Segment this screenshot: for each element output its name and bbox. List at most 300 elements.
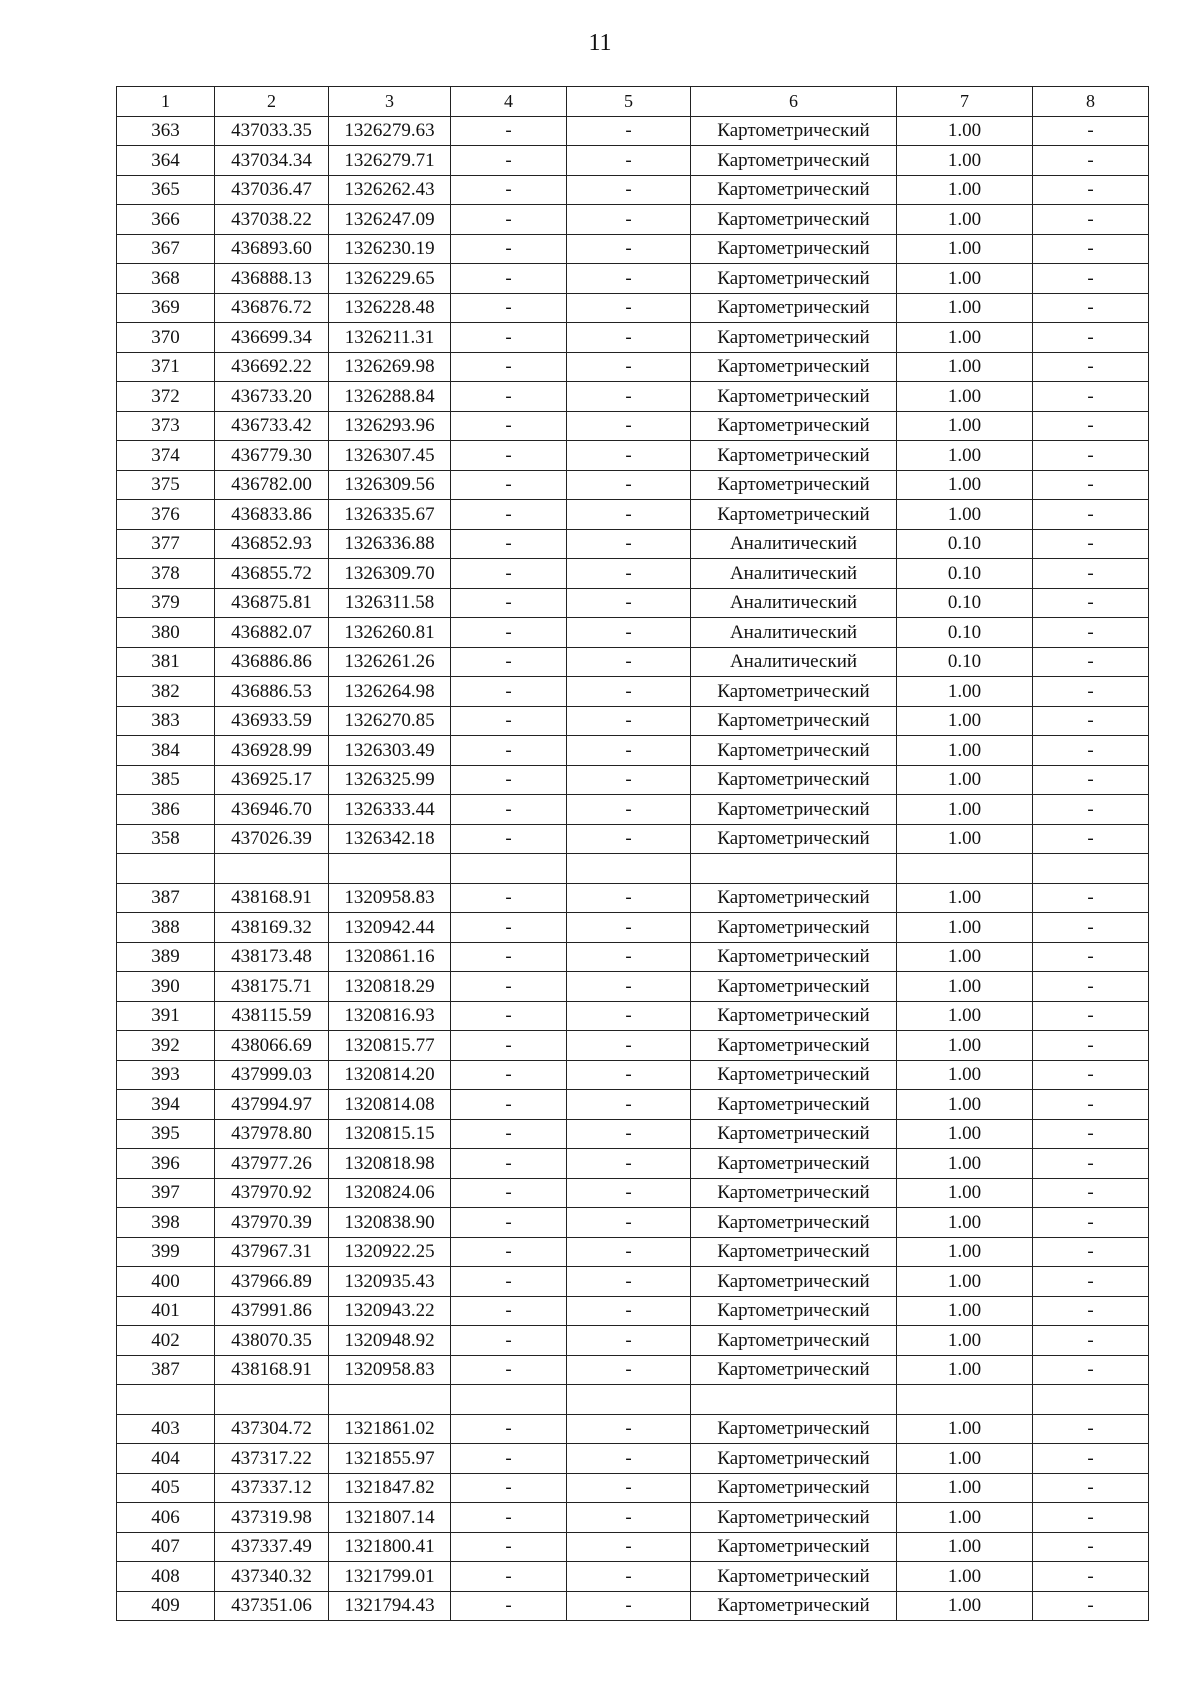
col4-cell: - [451,293,567,323]
y-coordinate-cell: 1320814.08 [329,1090,451,1120]
method-cell: Картометрический [691,1562,897,1592]
col5-cell: - [567,441,691,471]
accuracy-cell: 1.00 [897,1503,1033,1533]
method-cell: Аналитический [691,618,897,648]
point-number-cell: 405 [117,1473,215,1503]
method-cell: Картометрический [691,293,897,323]
col5-cell: - [567,736,691,766]
accuracy-cell: 1.00 [897,942,1033,972]
table-row [117,1237,1149,1267]
y-coordinate-cell: 1326270.85 [329,706,451,736]
column-header: 2 [215,87,329,117]
x-coordinate-cell: 436699.34 [215,323,329,353]
x-coordinate-cell: 437991.86 [215,1296,329,1326]
col8-cell: - [1033,972,1149,1002]
x-coordinate-cell: 436925.17 [215,765,329,795]
col8-cell: - [1033,293,1149,323]
accuracy-cell: 1.00 [897,824,1033,854]
point-number-cell: 367 [117,234,215,264]
x-coordinate-cell: 437038.22 [215,205,329,235]
table-row [117,529,1149,559]
method-cell: Картометрический [691,972,897,1002]
accuracy-cell: 1.00 [897,1178,1033,1208]
point-number-cell: 365 [117,175,215,205]
x-coordinate-cell: 438115.59 [215,1001,329,1031]
method-cell: Картометрический [691,1149,897,1179]
method-cell: Картометрический [691,1119,897,1149]
col8-cell: - [1033,824,1149,854]
point-number-cell: 366 [117,205,215,235]
col8-cell: - [1033,942,1149,972]
col8-cell: - [1033,1326,1149,1356]
x-coordinate-cell: 436933.59 [215,706,329,736]
col4-cell: - [451,264,567,294]
method-cell: Картометрический [691,116,897,146]
col4-cell [451,1385,567,1415]
col8-cell: - [1033,470,1149,500]
point-number-cell: 387 [117,883,215,913]
point-number-cell: 401 [117,1296,215,1326]
point-number-cell: 371 [117,352,215,382]
accuracy-cell: 1.00 [897,765,1033,795]
table-row [117,264,1149,294]
col8-cell: - [1033,588,1149,618]
col4-cell: - [451,736,567,766]
col4-cell: - [451,1326,567,1356]
method-cell: Картометрический [691,1060,897,1090]
table-row [117,1208,1149,1238]
point-number-cell: 387 [117,1355,215,1385]
accuracy-cell: 1.00 [897,972,1033,1002]
table-row [117,1149,1149,1179]
col8-cell: - [1033,175,1149,205]
accuracy-cell: 1.00 [897,1149,1033,1179]
x-coordinate-cell: 436782.00 [215,470,329,500]
col4-cell: - [451,1060,567,1090]
col5-cell: - [567,1296,691,1326]
x-coordinate-cell: 436875.81 [215,588,329,618]
method-cell: Картометрический [691,205,897,235]
x-coordinate-cell: 436893.60 [215,234,329,264]
table-row [117,972,1149,1002]
point-number-cell: 404 [117,1444,215,1474]
y-coordinate-cell: 1326228.48 [329,293,451,323]
page-number: 11 [588,30,612,56]
point-number-cell: 395 [117,1119,215,1149]
x-coordinate-cell: 437317.22 [215,1444,329,1474]
x-coordinate-cell: 438168.91 [215,1355,329,1385]
x-coordinate-cell: 436876.72 [215,293,329,323]
x-coordinate-cell: 437026.39 [215,824,329,854]
y-coordinate-cell: 1320943.22 [329,1296,451,1326]
y-coordinate-cell [329,1385,451,1415]
accuracy-cell: 1.00 [897,234,1033,264]
accuracy-cell: 1.00 [897,883,1033,913]
table-row [117,1414,1149,1444]
accuracy-cell: 1.00 [897,205,1033,235]
accuracy-cell: 1.00 [897,323,1033,353]
col4-cell: - [451,1090,567,1120]
col8-cell: - [1033,706,1149,736]
col5-cell: - [567,146,691,176]
point-number-cell: 363 [117,116,215,146]
y-coordinate-cell [329,854,451,884]
table-row [117,323,1149,353]
accuracy-cell: 0.10 [897,529,1033,559]
x-coordinate-cell: 437977.26 [215,1149,329,1179]
accuracy-cell: 0.10 [897,559,1033,589]
accuracy-cell: 1.00 [897,706,1033,736]
y-coordinate-cell: 1320815.77 [329,1031,451,1061]
col4-cell: - [451,883,567,913]
table-row [117,1001,1149,1031]
y-coordinate-cell: 1320958.83 [329,1355,451,1385]
x-coordinate-cell: 436928.99 [215,736,329,766]
x-coordinate-cell: 436733.20 [215,382,329,412]
accuracy-cell: 0.10 [897,588,1033,618]
col4-cell: - [451,470,567,500]
table-row [117,205,1149,235]
y-coordinate-cell: 1321807.14 [329,1503,451,1533]
x-coordinate-cell: 437966.89 [215,1267,329,1297]
col4-cell: - [451,1237,567,1267]
col8-cell: - [1033,1355,1149,1385]
method-cell: Картометрический [691,1267,897,1297]
col5-cell: - [567,1001,691,1031]
table-row [117,1562,1149,1592]
col4-cell: - [451,677,567,707]
col4-cell: - [451,529,567,559]
accuracy-cell: 1.00 [897,1355,1033,1385]
column-header: 5 [567,87,691,117]
col8-cell: - [1033,323,1149,353]
col5-cell: - [567,1414,691,1444]
col8-cell: - [1033,1208,1149,1238]
col4-cell: - [451,500,567,530]
x-coordinate-cell: 438175.71 [215,972,329,1002]
col5-cell: - [567,1473,691,1503]
table-row [117,942,1149,972]
method-cell: Картометрический [691,470,897,500]
accuracy-cell: 1.00 [897,677,1033,707]
col8-cell: - [1033,1090,1149,1120]
method-cell: Картометрический [691,677,897,707]
x-coordinate-cell: 437340.32 [215,1562,329,1592]
point-number-cell: 400 [117,1267,215,1297]
table-row [117,146,1149,176]
point-number-cell: 369 [117,293,215,323]
point-number-cell: 394 [117,1090,215,1120]
col5-cell: - [567,972,691,1002]
col4-cell: - [451,913,567,943]
y-coordinate-cell: 1320958.83 [329,883,451,913]
point-number-cell: 397 [117,1178,215,1208]
method-cell: Картометрический [691,1473,897,1503]
x-coordinate-cell: 437994.97 [215,1090,329,1120]
col4-cell: - [451,972,567,1002]
method-cell: Картометрический [691,1208,897,1238]
column-header: 3 [329,87,451,117]
col8-cell: - [1033,647,1149,677]
y-coordinate-cell: 1326309.70 [329,559,451,589]
col8-cell: - [1033,1444,1149,1474]
col4-cell: - [451,1208,567,1238]
point-number-cell: 388 [117,913,215,943]
col8-cell [1033,1385,1149,1415]
accuracy-cell: 1.00 [897,1326,1033,1356]
col5-cell: - [567,352,691,382]
method-cell: Картометрический [691,500,897,530]
method-cell: Картометрический [691,913,897,943]
point-number-cell: 409 [117,1591,215,1621]
col5-cell: - [567,1355,691,1385]
col4-cell: - [451,175,567,205]
col8-cell: - [1033,1149,1149,1179]
method-cell: Картометрический [691,1031,897,1061]
accuracy-cell: 1.00 [897,382,1033,412]
x-coordinate-cell: 437999.03 [215,1060,329,1090]
col5-cell: - [567,1591,691,1621]
x-coordinate-cell: 438173.48 [215,942,329,972]
col5-cell: - [567,647,691,677]
col5-cell: - [567,234,691,264]
accuracy-cell: 1.00 [897,1267,1033,1297]
x-coordinate-cell [215,854,329,884]
x-coordinate-cell: 437337.49 [215,1532,329,1562]
col4-cell: - [451,765,567,795]
col4-cell: - [451,441,567,471]
x-coordinate-cell: 437033.35 [215,116,329,146]
x-coordinate-cell: 437970.39 [215,1208,329,1238]
col8-cell: - [1033,205,1149,235]
y-coordinate-cell: 1321847.82 [329,1473,451,1503]
point-number-cell: 381 [117,647,215,677]
accuracy-cell: 1.00 [897,1296,1033,1326]
table-row [117,1473,1149,1503]
col4-cell: - [451,116,567,146]
y-coordinate-cell: 1326211.31 [329,323,451,353]
point-number-cell: 364 [117,146,215,176]
col8-cell: - [1033,146,1149,176]
col8-cell: - [1033,559,1149,589]
column-header: 8 [1033,87,1149,117]
col5-cell: - [567,588,691,618]
col8-cell: - [1033,1591,1149,1621]
col5-cell: - [567,411,691,441]
table-row [117,1532,1149,1562]
table-row [117,647,1149,677]
y-coordinate-cell: 1320861.16 [329,942,451,972]
x-coordinate-cell [215,1385,329,1415]
point-number-cell: 384 [117,736,215,766]
x-coordinate-cell: 437304.72 [215,1414,329,1444]
method-cell: Картометрический [691,942,897,972]
coordinates-table [116,86,1149,1621]
col8-cell: - [1033,352,1149,382]
y-coordinate-cell: 1320922.25 [329,1237,451,1267]
table-row [117,500,1149,530]
method-cell: Аналитический [691,529,897,559]
x-coordinate-cell: 438168.91 [215,883,329,913]
col4-cell: - [451,588,567,618]
table-row [117,382,1149,412]
table-row [117,1503,1149,1533]
y-coordinate-cell: 1321861.02 [329,1414,451,1444]
table-row [117,293,1149,323]
accuracy-cell: 1.00 [897,293,1033,323]
col4-cell: - [451,795,567,825]
col4-cell: - [451,1503,567,1533]
y-coordinate-cell: 1326279.71 [329,146,451,176]
method-cell: Картометрический [691,1532,897,1562]
method-cell: Картометрический [691,1414,897,1444]
col4-cell: - [451,352,567,382]
table-row [117,175,1149,205]
point-number-cell: 385 [117,765,215,795]
accuracy-cell: 1.00 [897,1119,1033,1149]
x-coordinate-cell: 436855.72 [215,559,329,589]
col8-cell: - [1033,529,1149,559]
col5-cell: - [567,942,691,972]
table-blank-row [117,1385,1149,1415]
table-row [117,883,1149,913]
point-number-cell: 403 [117,1414,215,1444]
col4-cell: - [451,1296,567,1326]
table-row [117,1178,1149,1208]
col8-cell: - [1033,736,1149,766]
col8-cell: - [1033,913,1149,943]
method-cell: Картометрический [691,1090,897,1120]
accuracy-cell: 1.00 [897,1060,1033,1090]
col8-cell: - [1033,1473,1149,1503]
point-number-cell: 358 [117,824,215,854]
accuracy-cell: 1.00 [897,1444,1033,1474]
col5-cell: - [567,500,691,530]
y-coordinate-cell: 1320942.44 [329,913,451,943]
table-blank-row [117,854,1149,884]
col5-cell: - [567,1119,691,1149]
col5-cell: - [567,883,691,913]
col4-cell: - [451,146,567,176]
col4-cell: - [451,647,567,677]
y-coordinate-cell: 1320814.20 [329,1060,451,1090]
col5-cell: - [567,824,691,854]
col4-cell: - [451,1562,567,1592]
y-coordinate-cell: 1320824.06 [329,1178,451,1208]
col8-cell: - [1033,677,1149,707]
x-coordinate-cell: 437351.06 [215,1591,329,1621]
col5-cell: - [567,323,691,353]
accuracy-cell: 1.00 [897,1414,1033,1444]
col8-cell: - [1033,382,1149,412]
x-coordinate-cell: 436833.86 [215,500,329,530]
y-coordinate-cell: 1326229.65 [329,264,451,294]
x-coordinate-cell: 437978.80 [215,1119,329,1149]
point-number-cell [117,854,215,884]
method-cell: Картометрический [691,1001,897,1031]
col5-cell: - [567,1090,691,1120]
accuracy-cell: 1.00 [897,1090,1033,1120]
col8-cell: - [1033,1031,1149,1061]
col8-cell: - [1033,1060,1149,1090]
col5-cell: - [567,1031,691,1061]
col5-cell [567,1385,691,1415]
point-number-cell: 372 [117,382,215,412]
accuracy-cell: 1.00 [897,470,1033,500]
point-number-cell: 383 [117,706,215,736]
accuracy-cell: 1.00 [897,352,1033,382]
y-coordinate-cell: 1321799.01 [329,1562,451,1592]
table-row [117,677,1149,707]
col5-cell: - [567,677,691,707]
x-coordinate-cell: 436886.53 [215,677,329,707]
table-row [117,795,1149,825]
method-cell: Картометрический [691,883,897,913]
y-coordinate-cell: 1320816.93 [329,1001,451,1031]
col5-cell: - [567,175,691,205]
col8-cell: - [1033,795,1149,825]
col4-cell: - [451,1001,567,1031]
col5-cell: - [567,205,691,235]
col4-cell [451,854,567,884]
method-cell: Картометрический [691,1326,897,1356]
x-coordinate-cell: 436852.93 [215,529,329,559]
method-cell: Аналитический [691,588,897,618]
x-coordinate-cell: 438169.32 [215,913,329,943]
x-coordinate-cell: 436882.07 [215,618,329,648]
col4-cell: - [451,1267,567,1297]
method-cell: Картометрический [691,1296,897,1326]
col8-cell: - [1033,765,1149,795]
col8-cell: - [1033,411,1149,441]
method-cell: Картометрический [691,736,897,766]
y-coordinate-cell: 1326264.98 [329,677,451,707]
x-coordinate-cell: 437036.47 [215,175,329,205]
col5-cell: - [567,1562,691,1592]
point-number-cell: 398 [117,1208,215,1238]
y-coordinate-cell: 1326269.98 [329,352,451,382]
accuracy-cell: 1.00 [897,1591,1033,1621]
col4-cell: - [451,559,567,589]
col4-cell: - [451,1444,567,1474]
x-coordinate-cell: 437337.12 [215,1473,329,1503]
method-cell: Картометрический [691,1355,897,1385]
col4-cell: - [451,382,567,412]
point-number-cell: 382 [117,677,215,707]
point-number-cell: 406 [117,1503,215,1533]
method-cell: Аналитический [691,647,897,677]
accuracy-cell: 1.00 [897,795,1033,825]
y-coordinate-cell: 1320818.98 [329,1149,451,1179]
method-cell [691,854,897,884]
accuracy-cell: 1.00 [897,1208,1033,1238]
col8-cell: - [1033,264,1149,294]
accuracy-cell: 1.00 [897,116,1033,146]
x-coordinate-cell: 436733.42 [215,411,329,441]
col5-cell: - [567,618,691,648]
col8-cell: - [1033,1562,1149,1592]
y-coordinate-cell: 1326307.45 [329,441,451,471]
col5-cell: - [567,382,691,412]
point-number-cell: 393 [117,1060,215,1090]
table-row [117,1060,1149,1090]
method-cell: Картометрический [691,352,897,382]
y-coordinate-cell: 1320815.15 [329,1119,451,1149]
x-coordinate-cell: 437967.31 [215,1237,329,1267]
point-number-cell: 378 [117,559,215,589]
col4-cell: - [451,618,567,648]
method-cell: Картометрический [691,706,897,736]
